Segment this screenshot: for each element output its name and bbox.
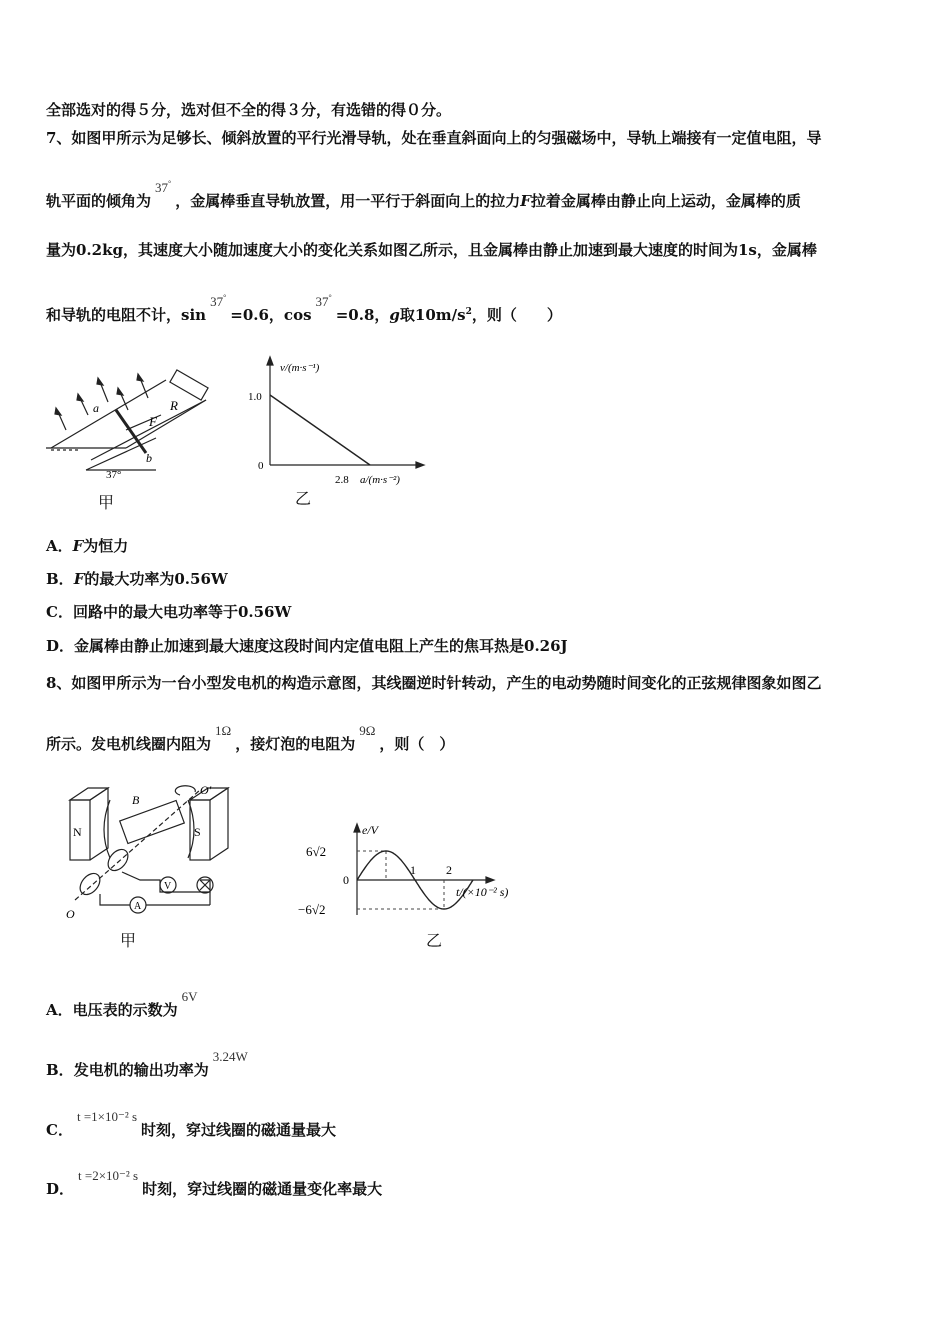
pole-face-n [104, 800, 110, 858]
q8-y-pos-tick: 6√2 [306, 844, 327, 859]
metal-rod [116, 410, 146, 453]
q7-squared: 2 [465, 307, 472, 317]
label-r: R [170, 398, 178, 413]
label-o: O [66, 907, 75, 920]
intro-line: 全部选对的得５分，选对但不全的得３分，有选错的得０分。 [46, 101, 452, 119]
q7-line4-d: 取10m/s [399, 306, 466, 324]
q7-line4 [46, 293, 562, 328]
q7-option-a: A．F为恒力 [46, 537, 129, 555]
label-o-prime: O′ [200, 783, 212, 797]
q7-angle: 37° [155, 179, 172, 195]
q7-option-c: C．回路中的最大电功率等于0.56W [46, 603, 292, 621]
q7-line2-c: 拉着金属棒由静止向上运动，金属棒的质 [530, 192, 801, 210]
q8-x-axis-label: t/(×10⁻² s) [456, 885, 509, 899]
q7-fig-b-label: 乙 [295, 489, 312, 508]
q8-option-c: C．t =1×10⁻² s时刻，穿过线圈的磁通量最大 [46, 1109, 337, 1139]
q7-g-symbol: g [389, 306, 400, 324]
label-angle: 37° [106, 469, 122, 480]
q8-y-axis-label: e/V [362, 823, 378, 837]
q7-force-symbol: F [520, 192, 531, 210]
q8-r-lamp: 9Ω [359, 723, 376, 738]
q8-option-b: B．发电机的输出功率为3.24W [46, 1049, 248, 1079]
label-a: a [93, 401, 99, 415]
q8-r-internal: 1Ω [215, 723, 232, 738]
rotation-arrow [175, 786, 195, 795]
q7-line2-b: ，金属棒垂直导轨放置，用一平行于斜面向上的拉力 [175, 192, 521, 210]
q7-line1: 7、如图甲所示为足够长、倾斜放置的平行光滑导轨，处在垂直斜面向上的匀强磁场中，导轨上端接有一定值电阻，导 [46, 129, 822, 147]
q7-origin: 0 [258, 460, 264, 472]
q7-option-b: B．F的最大功率为0.56W [46, 570, 228, 588]
q7-x-tick: 2.8 [335, 474, 349, 486]
label-n: N [73, 825, 82, 839]
q7-option-d: D．金属棒由静止加速到最大速度这段时间内定值电阻上产生的焦耳热是0.26J [46, 637, 568, 655]
q8-y-neg-tick: −6√2 [298, 902, 326, 917]
label-s: S [194, 825, 201, 839]
label-voltmeter: V [164, 881, 172, 892]
coil-loop [120, 800, 185, 843]
resistor-r [170, 370, 208, 400]
q7-figure-graph [240, 355, 440, 495]
q7-x-axis-label: a/(m·s⁻²) [360, 474, 400, 486]
q7-line2-a: 轨平面的倾角为 [46, 192, 152, 210]
circuit-wire-bottom [100, 894, 130, 905]
q7-figure-rails [46, 360, 226, 480]
q8-option-d: D．t =2×10⁻² s时刻，穿过线圈的磁通量变化率最大 [46, 1168, 383, 1198]
q7-data-line [270, 395, 370, 465]
q8-x-tick-2: 2 [446, 863, 452, 877]
magnet-n-top [70, 788, 108, 800]
q8-line1: 8、如图甲所示为一台小型发电机的构造示意图，其线圈逆时针转动，产生的电动势随时间变化的正弦规律图象如图乙 [46, 674, 822, 692]
q8-x-tick-1: 1 [410, 863, 416, 877]
q7-line4-a: 和导轨的电阻不计，sin [46, 306, 207, 324]
q8-figure-generator [60, 780, 250, 920]
q7-line3: 量为0.2kg，其速度大小随加速度大小的变化关系如图乙所示，且金属棒由静止加速到最大速度的时间为1s，金属棒 [46, 241, 817, 259]
label-b: b [146, 451, 152, 465]
label-f: F [149, 414, 157, 429]
q8-fig-a-label: 甲 [120, 931, 137, 950]
q7-line4-c: =0.8， [335, 306, 390, 324]
q7-cos-angle: 37° [315, 293, 332, 309]
q7-line4-b: =0.6，cos [230, 306, 312, 324]
q8-origin: 0 [343, 873, 349, 887]
q7-line4-e: ，则（ ） [471, 306, 562, 324]
q7-sin-angle: 37° [210, 293, 227, 309]
label-ammeter: A [134, 901, 142, 912]
q8-option-a: A．电压表的示数为6V [46, 989, 198, 1019]
label-b-field: B [132, 793, 140, 807]
q8-line2: 所示。发电机线圈内阻为1Ω，接灯泡的电阻为9Ω，则（ ） [46, 723, 455, 753]
q7-fig-a-label: 甲 [98, 493, 115, 512]
q7-y-tick: 1.0 [248, 391, 262, 403]
q8-fig-b-label: 乙 [426, 931, 443, 950]
q8-figure-graph [290, 820, 540, 920]
q7-y-axis-label: v/(m·s⁻¹) [280, 362, 320, 374]
q7-line2 [46, 179, 801, 214]
